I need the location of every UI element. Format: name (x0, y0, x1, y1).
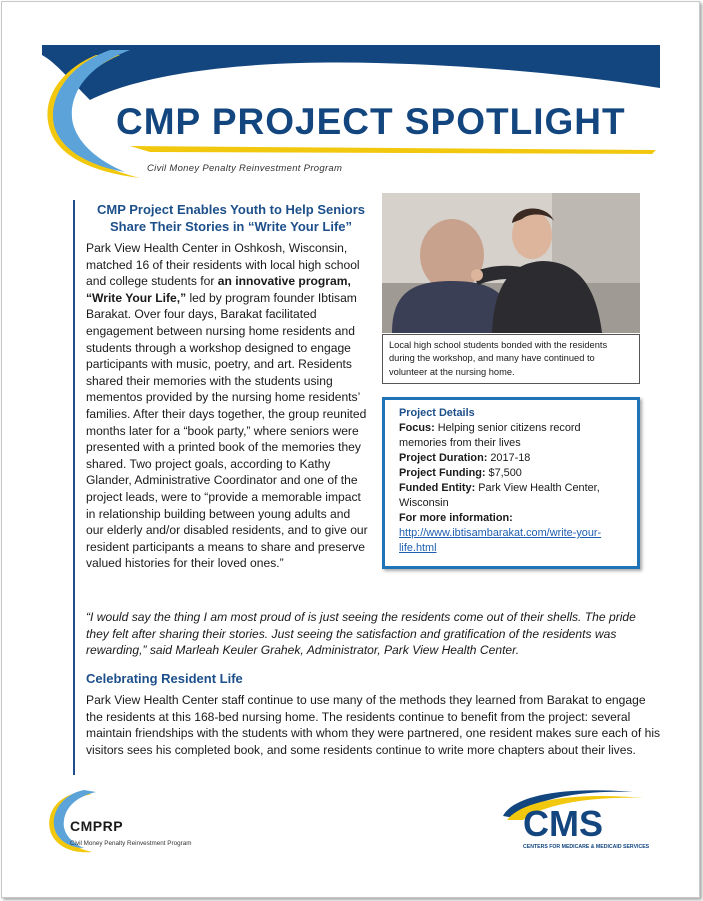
entity-value: Park View Health Center, Wisconsin (399, 482, 600, 509)
focus-value: Helping senior citizens record memories from their lives (399, 422, 581, 449)
cmprp-logo-subtitle: Civil Money Penalty Reinvestment Program (70, 840, 192, 847)
details-entity (399, 481, 627, 511)
cms-logo (493, 786, 663, 852)
project-details-box (382, 397, 640, 569)
details-focus (399, 421, 627, 451)
header-navy-band (42, 45, 660, 100)
page-title: CMP PROJECT SPOTLIGHT (116, 101, 626, 142)
focus-label: Focus: (399, 422, 435, 434)
section-body-celebrating: Park View Health Center staff continue to use many of the methods they learned from Barakat to engage the residents at this 168-bed nursing home. The residents continue to benefit from the project: several maintain friendships with the students with whom they were partnered, one resident makes sure each of his visitors sees his completed book, and some residents continue to write more chapters about their lives. (86, 693, 661, 757)
workshop-photo (382, 193, 640, 333)
cms-logo-subtitle: CENTERS FOR MEDICARE & MEDICAID SERVICES (523, 844, 650, 850)
article-body (86, 240, 371, 572)
section-title-celebrating: Celebrating Resident Life (86, 671, 243, 686)
article-body-intro: Park View Health Center in Oshkosh, Wisconsin, matched 16 of their residents with local high school and college students for (86, 241, 360, 289)
page-subtitle: Civil Money Penalty Reinvestment Program (147, 163, 343, 174)
photo-caption: Local high school students bonded with the residents during the workshop, and many have continued to volunteer at the nursing home. (382, 334, 640, 384)
article-body-bold: an innovative program, “Write Your Life,” (86, 274, 351, 305)
header-swoosh (0, 0, 703, 200)
article-body-rest: led by program founder Ibtisam Barakat. Over four days, Barakat facilitated engagement between nursing home residents and students through a workshop designed to engage participants with music, poetry, and art. Residents shared their memories with the students using mementos provided by the nursing home residents’ families. After their days together, the group reunited months later for a “book party,” where seniors were presented with a printed book of the memories they shared. Two project goals, according to Kathy Glander, Administrative Coordinator and one of the project leads, were to “provide a memorable impact in relationship building between young adults and our elderly and/or disabled residents, and to give our resident participants a means to share and preserve valued histories for their loved ones.” (86, 290, 368, 571)
details-heading: Project Details (399, 407, 475, 419)
entity-label: Funded Entity: (399, 482, 476, 494)
funding-label: Project Funding: (399, 467, 486, 479)
info-label: For more information: (399, 512, 513, 524)
info-link[interactable]: http://www.ibtisambarakat.com/write-your-life.html (399, 527, 602, 554)
administrator-quote: “I would say the thing I am most proud of is just seeing the residents come out of their shells. The pride they felt after sharing their stories. Just seeing the satisfaction and gratification of the residents was rewarding,” said Marleah Keuler Grahek, Administrator, Park View Health Center. (86, 610, 636, 658)
cmprp-logo-text: CMPRP (70, 818, 124, 834)
duration-value: 2017-18 (487, 452, 531, 464)
workshop-photo-illustration (382, 193, 640, 333)
left-accent-rule (73, 200, 75, 775)
funding-value: $7,500 (485, 467, 522, 479)
details-duration (399, 451, 627, 466)
cms-logo-text: CMS (523, 803, 603, 844)
article-title: CMP Project Enables Youth to Help Seniors Share Their Stories in “Write Your Life” (97, 202, 365, 234)
duration-label: Project Duration: (399, 452, 488, 464)
details-funding (399, 466, 627, 481)
header-yellow-rule (130, 146, 656, 154)
